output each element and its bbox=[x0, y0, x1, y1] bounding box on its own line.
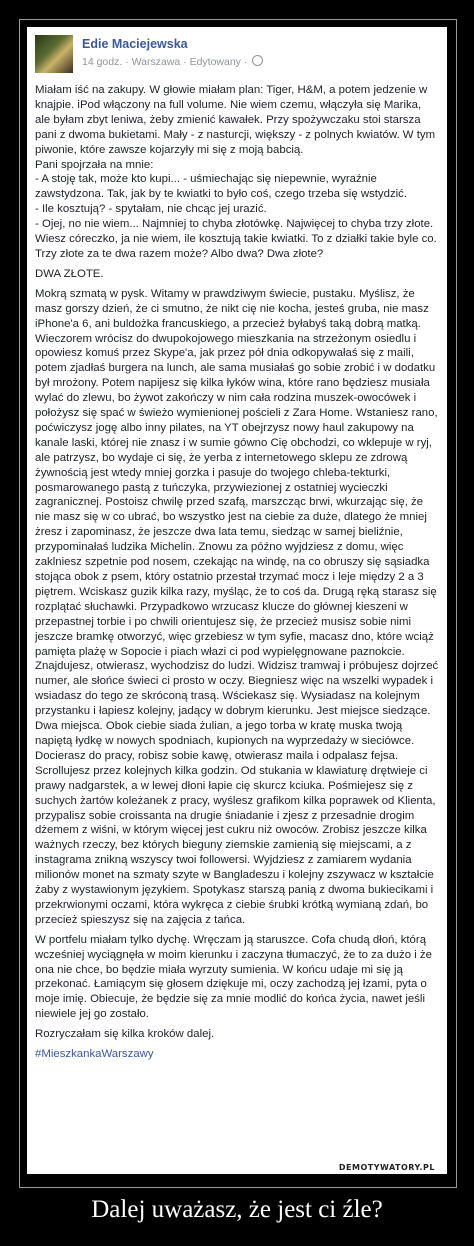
paragraph-4: W portfelu miałam tylko dychę. Wręczam ją staruszce. Cofa chudą dłoń, którą wcześniej wyciągnęła w moim kierunku i zaczyna tłumaczyć, że to za dużo i że ona nie chce, bo będzie miała wyrzuty sumienia. W końcu udaje mi się ją przekonać. Łamiącym się głosem dziękuje mi, oczy zachodzą jej łzami, pyta o moje imię. Obiecuje, że będzie się za mnie modlić do końca życia, nawet jeśli niewiele jej go zostało. bbox=[35, 933, 432, 1021]
post-meta-text: 14 godz. · Warszawa · Edytowany · bbox=[82, 56, 248, 68]
post-header bbox=[35, 35, 439, 73]
caption: Dalej uważasz, że jest ci źle? bbox=[91, 1196, 383, 1223]
globe-icon bbox=[252, 55, 263, 66]
avatar[interactable] bbox=[35, 35, 73, 73]
paragraph-3: Mokrą szmatą w pysk. Witamy w prawdziwym świecie, pustaku. Myślisz, że masz gorszy dzień, że ci smutno, że nikt cię nie kocha, jesteś gruba, nie masz iPhone'a 6, ani buldożka francuskiego, a przecież byłabyś taką dobrą matką. Wieczorem wrócisz do dwupokojowego mieszkania na strzeżonym osiedlu i opowiesz komuś przez Skype'a, jak przez pół dnia odkopywałaś się z maili, potem zjadłaś burgera na lunch, ale sama musiałaś go sobie zrobić i w dodatku był mrożony. Potem napijesz się kilka łyków wina, które rano będziesz musiała wylać do zlewu, bo żywot zakończy w nim cała rodzina muszek-owocówek i położysz się spać w świeżo wymienionej pościeli z Zara Home. Wstaniesz rano, poćwiczysz jogę albo inny pilates, na YT obejrzysz nowy haul zakupowy na kanale laski, której nie znasz i w sumie gówno Cię obchodzi, co wklepuje w ryj, ale patrzysz, bo wydaje ci się, że yerba z internetowego sklepu ze zdrową żywnością jest wtedy mniej gorzka i pasuje do twojego chleba-tekturki, posmarowanego pastą z tuńczyka, przywiezionej z ostatniej wycieczki zagranicznej. Postoisz chwilę przed szafą, marszcząc brwi, wkurzając się, że nie masz się w co ubrać, bo wszystko jest na ciebie za duże, dlatego że mniej żresz i zapominasz, że jeszcze dwa lata temu, siedząc w samej bieliźnie, przypominałaś ludzika Michelin. Znowu za późno wyjdziesz z domu, więc zaklniesz szpetnie pod nosem, czekając na windę, na co obruszy się sąsiadka stojąca obok z psem, który ostatnio przestał trzymać mocz i leje między 2 a 3 piętrem. Wciskasz guzik kilka razy, myśląc, że to coś da. Drugą ręką starasz się rozplątać słuchawki. Przypadkowo wrzucasz klucze do głównej kieszeni w przepastnej torbie i po chwili orientujesz się, że przecież musisz sobie nimi jeszcze bramkę otworzyć, więc grzebiesz w tym syfie, macasz dno, które wciąż pamięta plażę w Sopocie i piach włazi ci pod wypielęgnowane paznokcie. Znajdujesz, otwierasz, wychodzisz do ludzi. Widzisz tramwaj i próbujesz dojrzeć numer, ale słońce świeci ci prosto w oczy. Biegniesz więc na wszelki wypadek i wsiadasz do tego ze skróconą trasą. Wściekasz się. Wysiadasz na kolejnym przystanku i łapiesz kolejny, jadący w dobrym kierunku. Jest miejsce siedzące. Dwa miejsca. Obok ciebie siada żulian, a jego torba w kratę muska twoją napiętą łydkę w nowych spodniach, kupionych na wyprzedaży w sieciówce. Docierasz do pracy, robisz sobie kawę, otwierasz maila i odpalasz fejsa. Scrollujesz przez kolejnych kilka godzin. Od stukania w klawiaturę drętwieje ci prawy nadgarstek, a w lewej dłoni łapie cię skurcz kciuka. Pośmiejesz się z suchych żartów koleżanek z pracy, wyślesz grafikom kilka poprawek od Klienta, przypalisz sobie croissanta na drugie śniadanie i zjesz z przesadnie drogim dżemem z wiśni, w którym więcej jest cukru niż owoców. Zrobisz jeszcze kilka ważnych rzeczy, bez których bieguny ziemskie zamienią się miejscami, a z instagrama znikną wszyscy twoi followersi. Wyjdziesz z zamiarem wydania milionów monet na szmaty szyte w Bangladeszu i kolejny zszywacz w kształcie żaby z wystawionym językiem. Spotykasz starszą panią z dwoma bukiecikami i przekrwionymi oczami, która wykręca z ciebie śrubki krótką wymianą zdań, bo przecież spieszysz się na zajęcia z tańca. bbox=[35, 287, 439, 926]
paragraph-1: Miałam iść na zakupy. W głowie miałam plan: Tiger, H&M, a potem jedzenie w knajpie. iPod włączony na full volume. Nie wiem czemu, włączyła się Marika, ale byłam zbyt leniwa, żeby zmienić kawałek. Przy spożywczaku stoi starsza pani z dwoma bukietami. Mały - z nasturcji, większy - z polnych kwiatów. W tym piwonie, które zawsze kojarzyły mi się z moją babcią. Pani spojrzała na mnie: - A stoję tak, może kto kupi... - uśmiechając się niepewnie, wyraźnie zawstydzona. Tak, jak by te kwiatki to było coś, czego trzeba się wstydzić. - Ile kosztują? - spytałam, nie chcąc jej urazić. - Ojej, no nie wiem... Najmniej to chyba złotówkę. Najwięcej to chyba trzy złote. Wiesz córeczko, ja nie wiem, ile kosztują takie kwiatki. To z działki takie byle co. Trzy złote za te dwa razem może? Albo dwa? Dwa złote? bbox=[35, 84, 437, 260]
paragraph-5: Rozryczałam się kilka kroków dalej. bbox=[35, 1028, 215, 1041]
hashtag-link[interactable]: #MieszkankaWarszawy bbox=[35, 1048, 154, 1061]
post-body bbox=[35, 83, 439, 1067]
facebook-post bbox=[27, 27, 447, 1174]
post-meta bbox=[82, 55, 263, 68]
watermark: DEMOTYWATORY.PL bbox=[338, 1163, 435, 1172]
paragraph-2: DWA ZŁOTE. bbox=[35, 267, 104, 280]
author-name[interactable]: Edie Maciejewska bbox=[82, 37, 188, 51]
